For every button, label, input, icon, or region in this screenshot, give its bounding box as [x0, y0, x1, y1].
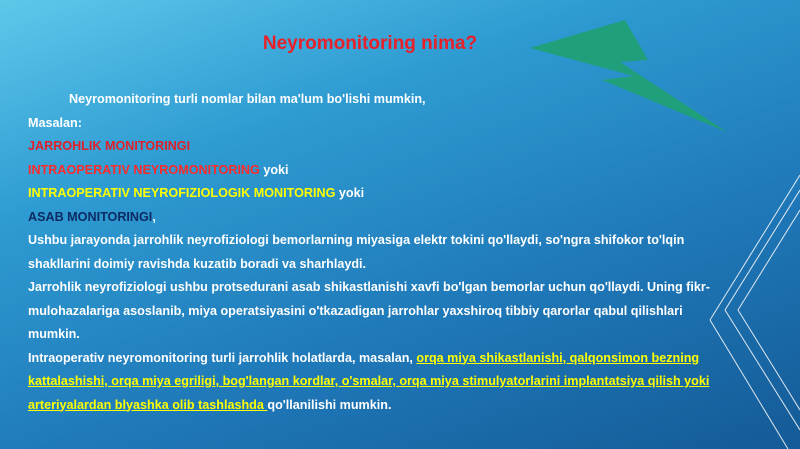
term-jarrohlik-monitoringi: JARROHLIK MONITORINGI — [28, 139, 191, 153]
body-text — [28, 88, 728, 417]
paragraph-1: Ushbu jarayonda jarrohlik neyrofiziologi bemorlarning miyasiga elektr tokini qo'llaydi, so'ngra shifokor to'lqin shakllarini doimiy ravishda kuzatib boradi va sharhlaydi. — [28, 233, 685, 271]
term-line-3 — [28, 182, 728, 206]
yoki-text: yoki — [259, 162, 289, 177]
page-title: Neyromonitoring nima? — [262, 33, 478, 54]
yoki-text: yoki — [335, 186, 365, 200]
masalan-label: Masalan: — [28, 115, 82, 130]
term-intraoperativ-neyromonitoring: INTRAOPERATIV NEYROMONITORING — [28, 162, 260, 177]
term-line-4 — [28, 206, 728, 230]
term-line-2 — [28, 159, 728, 183]
conditions-link[interactable]: orqa miya shikastlanishi, qalqonsimon bezning kattalashishi, orqa miya egriligi, bog'langan kordlar, o'smalar, orqa miya stimulyatorlarini implantatsiya qilish yoki arteriyalardan blyashka olib tashlashda — [28, 350, 710, 412]
paragraph-3-start: Intraoperativ neyromonitoring turli jarrohlik holatlarda, masalan, — [28, 350, 417, 365]
paragraph-2: Jarrohlik neyrofiziologi ushbu protsedurani asab shikastlanishi xavfi bo'lgan bemorlar uchun qo'llaydi. Uning fikr-mulohazalariga asoslanib, miya operatsiyasini o'tkazadigan jarrohlar yaxshiroq tibbiy qarorlar qabul qilishlari mumkin. — [28, 280, 710, 341]
paragraph-3-end: qo'llanilishi mumkin. — [267, 397, 392, 412]
term-intraoperativ-neyrofiziologik: INTRAOPERATIV NEYROFIZIOLOGIK MONITORING — [28, 186, 336, 200]
paragraph-3 — [28, 347, 728, 418]
intro-text: Neyromonitoring turli nomlar bilan ma'lum bo'lishi mumkin, — [69, 92, 426, 106]
term-asab-monitoringi: ASAB MONITORINGI — [28, 209, 153, 224]
comma-text: , — [152, 209, 156, 224]
